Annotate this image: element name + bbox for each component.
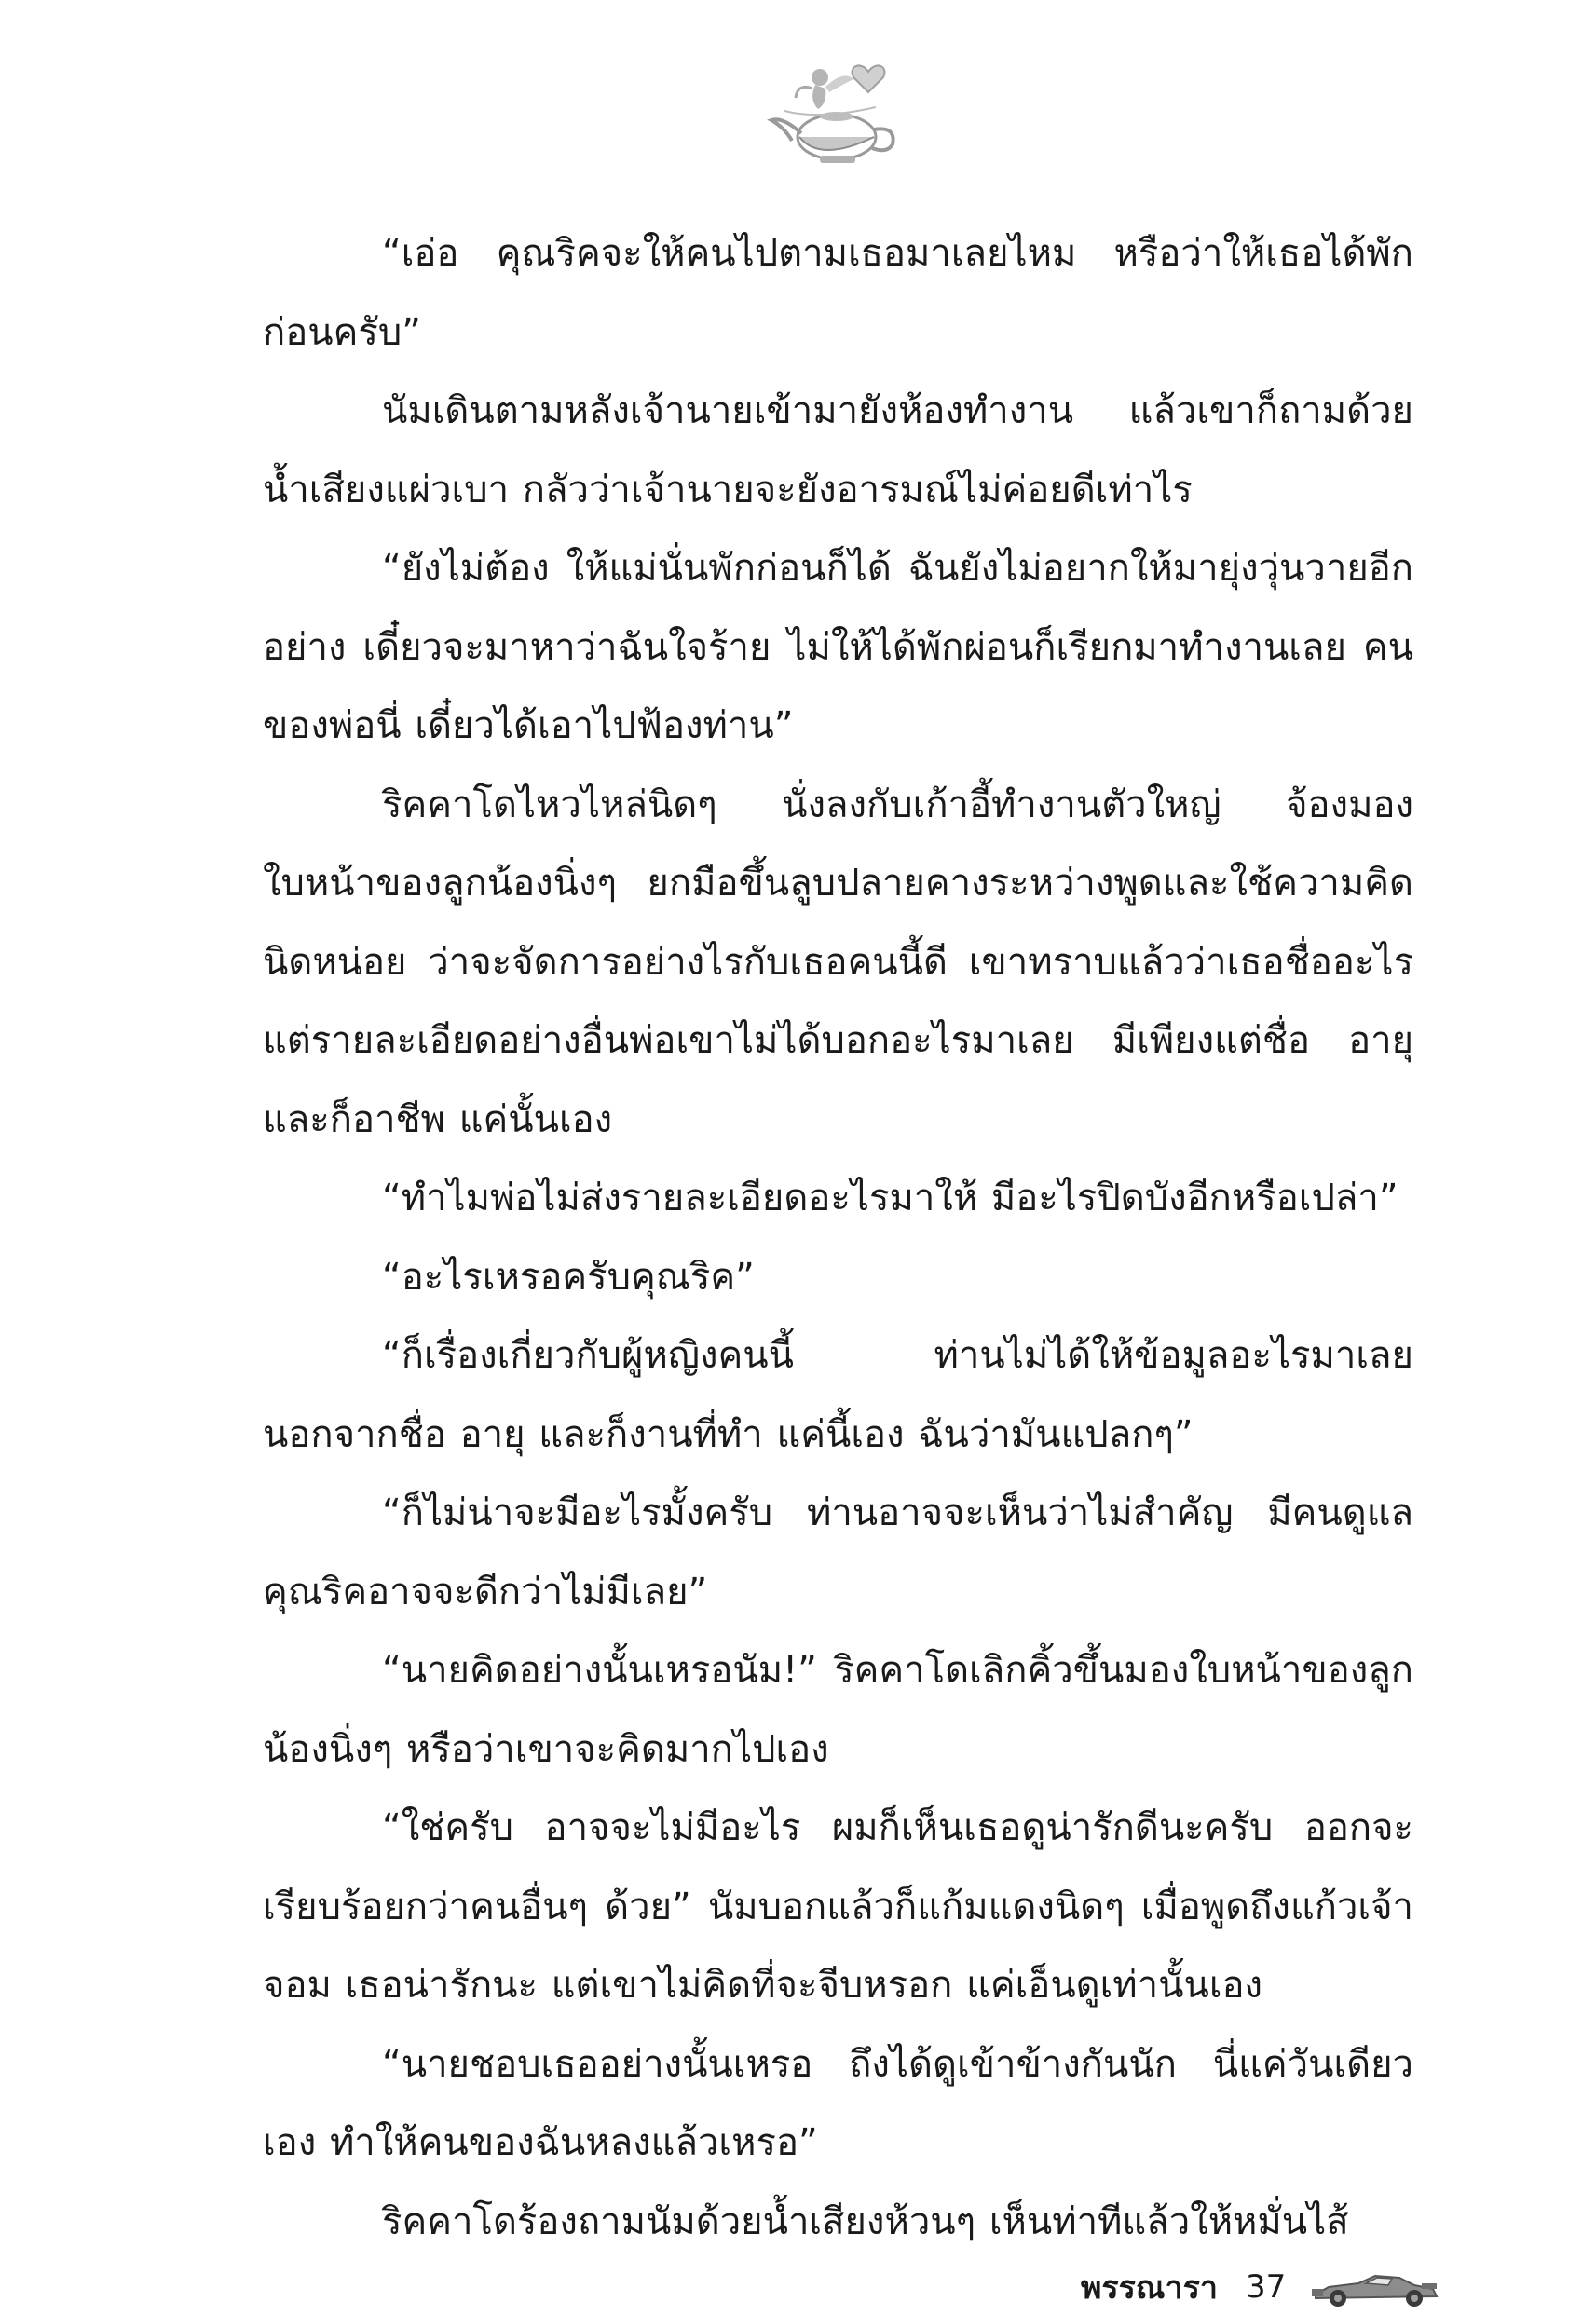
paragraph: ริคคาโดร้องถามนัมด้วยน้ำเสียงห้วนๆ เห็นท่าทีแล้วให้หมั่นไส้ (382, 2199, 1349, 2243)
footer-title: พรรณารา (1081, 2269, 1218, 2307)
race-car-icon (1310, 2267, 1440, 2308)
paragraph: “เอ่อ คุณริคจะให้คนไปตามเธอมาเลยไหม หรือว่าให้เธอได้พักก่อนครับ” (263, 232, 1413, 354)
paragraph: “ก็เรื่องเกี่ยวกับผู้หญิงคนนี้ ท่านไม่ได้ให้ข้อมูลอะไรมาเลย นอกจากชื่อ อายุ และก็งานที่ทำ แค่นี้เอง ฉันว่ามันแปลกๆ” (263, 1334, 1413, 1456)
paragraph: “ยังไม่ต้อง ให้แม่นั่นพักก่อนก็ได้ ฉันยังไม่อยากให้มายุ่งวุ่นวายอีกอย่าง เดี๋ยวจะมาหาว่าฉันใจร้าย ไม่ให้ได้พักผ่อนก็เรียกมาทำงานเลย คนของพ่อนี่ เดี๋ยวได้เอาไปฟ้องท่าน” (263, 547, 1413, 747)
paragraph: นัมเดินตามหลังเจ้านายเข้ามายังห้องทำงาน แล้วเขาก็ถามด้วยน้ำเสียงแผ่วเบา กลัวว่าเจ้านายจะยังอารมณ์ไม่ค่อยดีเท่าไร (263, 389, 1413, 511)
story-body (263, 214, 1413, 2261)
paragraph: “นายคิดอย่างนั้นเหรอนัม!” ริคคาโดเลิกคิ้วขึ้นมองใบหน้าของลูกน้องนิ่งๆ หรือว่าเขาจะคิดมากไปเอง (263, 1649, 1413, 1771)
paragraph: “ใช่ครับ อาจจะไม่มีอะไร ผมก็เห็นเธอดูน่ารักดีนะครับ ออกจะเรียบร้อยกว่าคนอื่นๆ ด้วย” นัมบอกแล้วก็แก้มแดงนิดๆ เมื่อพูดถึงแก้วเจ้าจอม เธอน่ารักนะ แต่เขาไม่คิดที่จะจีบหรอก แค่เอ็นดูเท่านั้นเอง (263, 1806, 1413, 2007)
cupid-teapot-ornament-icon (764, 51, 904, 172)
paragraph: “นายชอบเธออย่างนั้นเหรอ ถึงได้ดูเข้าข้างกันนัก นี่แค่วันเดียวเอง ทำให้คนของฉันหลงแล้วเหรอ” (263, 2042, 1413, 2164)
page-number: 37 (1245, 2268, 1287, 2306)
paragraph: “ก็ไม่น่าจะมีอะไรมั้งครับ ท่านอาจจะเห็นว่าไม่สำคัญ มีคนดูแลคุณริคอาจจะดีกว่าไม่มีเลย” (263, 1491, 1413, 1614)
paragraph: ริคคาโดไหวไหล่นิดๆ นั่งลงกับเก้าอี้ทำงานตัวใหญ่ จ้องมองใบหน้าของลูกน้องนิ่งๆ ยกมือขึ้นลูบปลายคางระหว่างพูดและใช้ความคิดนิดหน่อย ว่าจะจัดการอย่างไรกับเธอคนนี้ดี เขาทราบแล้วว่าเธอชื่ออะไร แต่รายละเอียดอย่างอื่นพ่อเขาไม่ได้บอกอะไรมาเลย มีเพียงแต่ชื่อ อายุ และก็อาชีพ แค่นั้นเอง (263, 783, 1413, 1141)
paragraph: “อะไรเหรอครับคุณริค” (382, 1255, 755, 1299)
paragraph: “ทำไมพ่อไม่ส่งรายละเอียดอะไรมาให้ มีอะไรปิดบังอีกหรือเปล่า” (382, 1177, 1398, 1219)
page-footer (1081, 2259, 1440, 2315)
